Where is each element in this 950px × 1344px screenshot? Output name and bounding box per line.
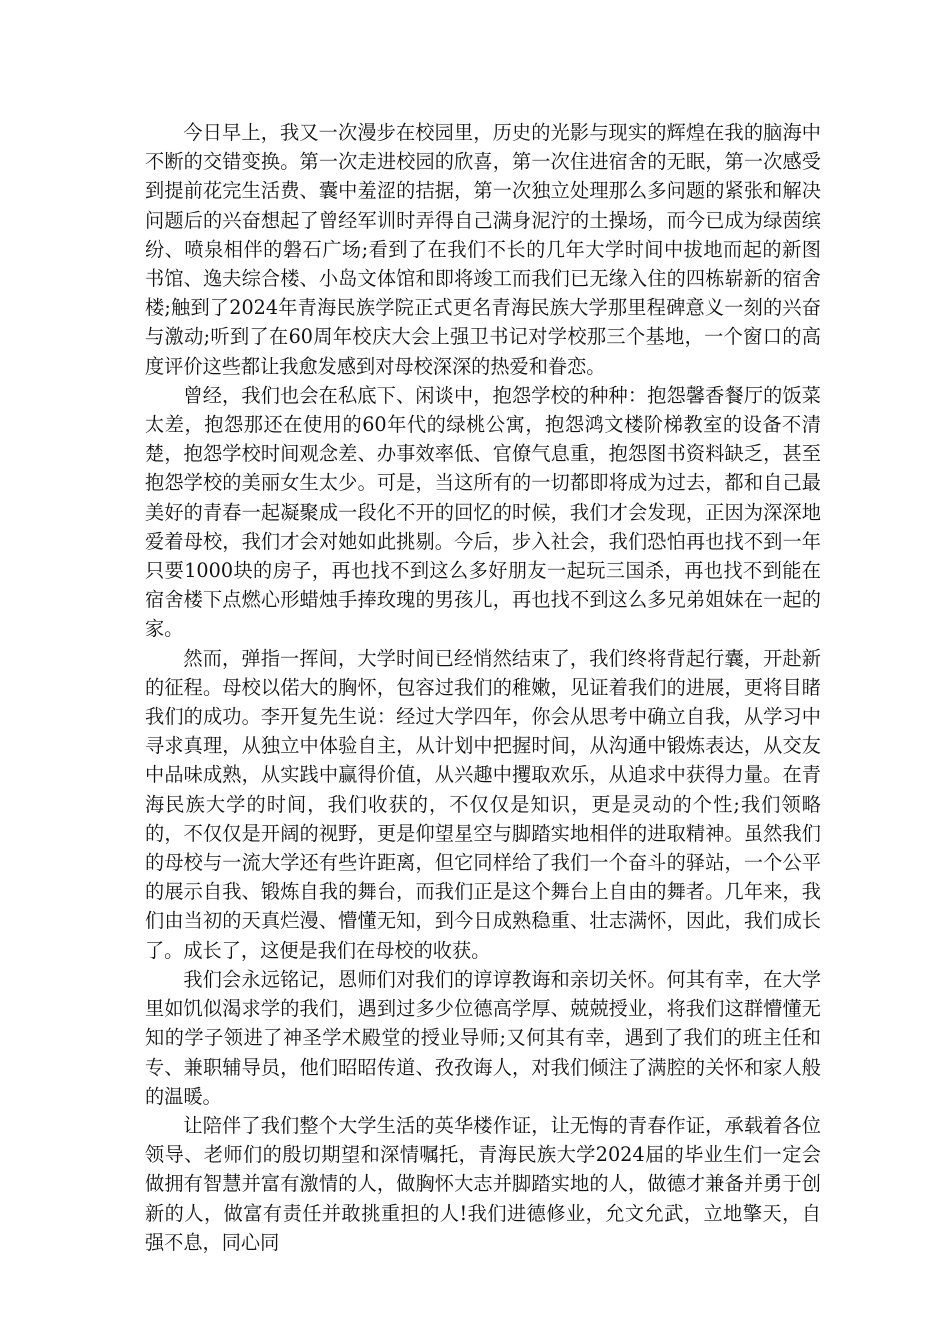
paragraph-1: 今日早上，我又一次漫步在校园里，历史的光影与现实的辉煌在我的脑海中不断的交错变换。第一次走进校园的欣喜，第一次住进宿舍的无眠，第一次感受到提前花完生活费、囊中羞涩的拮据，第一次独立处理那么多问题的紧张和解决问题后的兴奋想起了曾经军训时弄得自己满身泥泞的土操场，而今已成为绿茵缤纷、喷泉相伴的磐石广场;看到了在我们不长的几年大学时间中拔地而起的新图书馆、逸夫综合楼、小岛文体馆和即将竣工而我们已无缘入住的四栋崭新的宿舍楼;触到了2024年青海民族学院正式更名青海民族大学那里程碑意义一刻的兴奋与激动;听到了在60周年校庆大会上强卫书记对学校那三个基地，一个窗口的高度评价这些都让我愈发感到对母校深深的热爱和眷恋。	[145, 121, 821, 378]
paragraph-2: 曾经，我们也会在私底下、闲谈中，抱怨学校的种种：抱怨馨香餐厅的饭菜太差，抱怨那还在使用的60年代的绿桃公寓，抱怨鸿文楼阶梯教室的设备不清楚，抱怨学校时间观念差、办事效率低、官僚气息重，抱怨图书资料缺乏，甚至抱怨学校的美丽女生太少。可是，当这所有的一切都即将成为过去，都和自己最美好的青春一起凝聚成一段化不开的回忆的时候，我们才会发现，正因为深深地爱着母校，我们才会对她如此挑剔。今后，步入社会，我们恐怕再也找不到一年只要1000块的房子，再也找不到这么多好朋友一起玩三国杀，再也找不到能在宿舍楼下点燃心形蜡烛手捧玫瑰的男孩儿，再也找不到这么多兄弟姐妹在一起的家。	[145, 383, 821, 641]
document-body	[145, 118, 821, 1257]
paragraph-3: 然而，弹指一挥间，大学时间已经悄然结束了，我们终将背起行囊，开赴新的征程。母校以偌大的胸怀，包容过我们的稚嫩，见证着我们的进展，更将目睹我们的成功。李开复先生说：经过大学四年，你会从思考中确立自我，从学习中寻求真理，从独立中体验自主，从计划中把握时间，从沟通中锻炼表达，从交友中品味成熟，从实践中赢得价值，从兴趣中攫取欢乐，从追求中获得力量。在青海民族大学的时间，我们收获的，不仅仅是知识，更是灵动的个性;我们领略的，不仅仅是开阔的视野，更是仰望星空与脚踏实地相伴的进取精神。虽然我们的母校与一流大学还有些许距离，但它同样给了我们一个奋斗的驿站，一个公平的展示自我、锻炼自我的舞台，而我们正是这个舞台上自由的舞者。几年来，我们由当初的天真烂漫、懵懂无知，到今日成熟稳重、壮志满怀，因此，我们成长了。成长了，这便是我们在母校的收获。	[145, 646, 821, 962]
paragraph-4: 我们会永远铭记，恩师们对我们的谆谆教诲和亲切关怀。何其有幸，在大学里如饥似渴求学的我们，遇到过多少位德高学厚、兢兢授业，将我们这群懵懂无知的学子领进了神圣学术殿堂的授业导师;又何其有幸，遇到了我们的班主任和专、兼职辅导员，他们昭昭传道、孜孜诲人，对我们倾注了满腔的关怀和家人般的温暖。	[145, 967, 821, 1108]
paragraph-5: 让陪伴了我们整个大学生活的英华楼作证，让无悔的青春作证，承载着各位领导、老师们的殷切期望和深情嘱托，青海民族大学2024届的毕业生们一定会做拥有智慧并富有激情的人，做胸怀大志并脚踏实地的人，做德才兼备并勇于创新的人，做富有责任并敢挑重担的人!我们进德修业，允文允武，立地擎天，自强不息，同心同	[145, 1113, 821, 1254]
